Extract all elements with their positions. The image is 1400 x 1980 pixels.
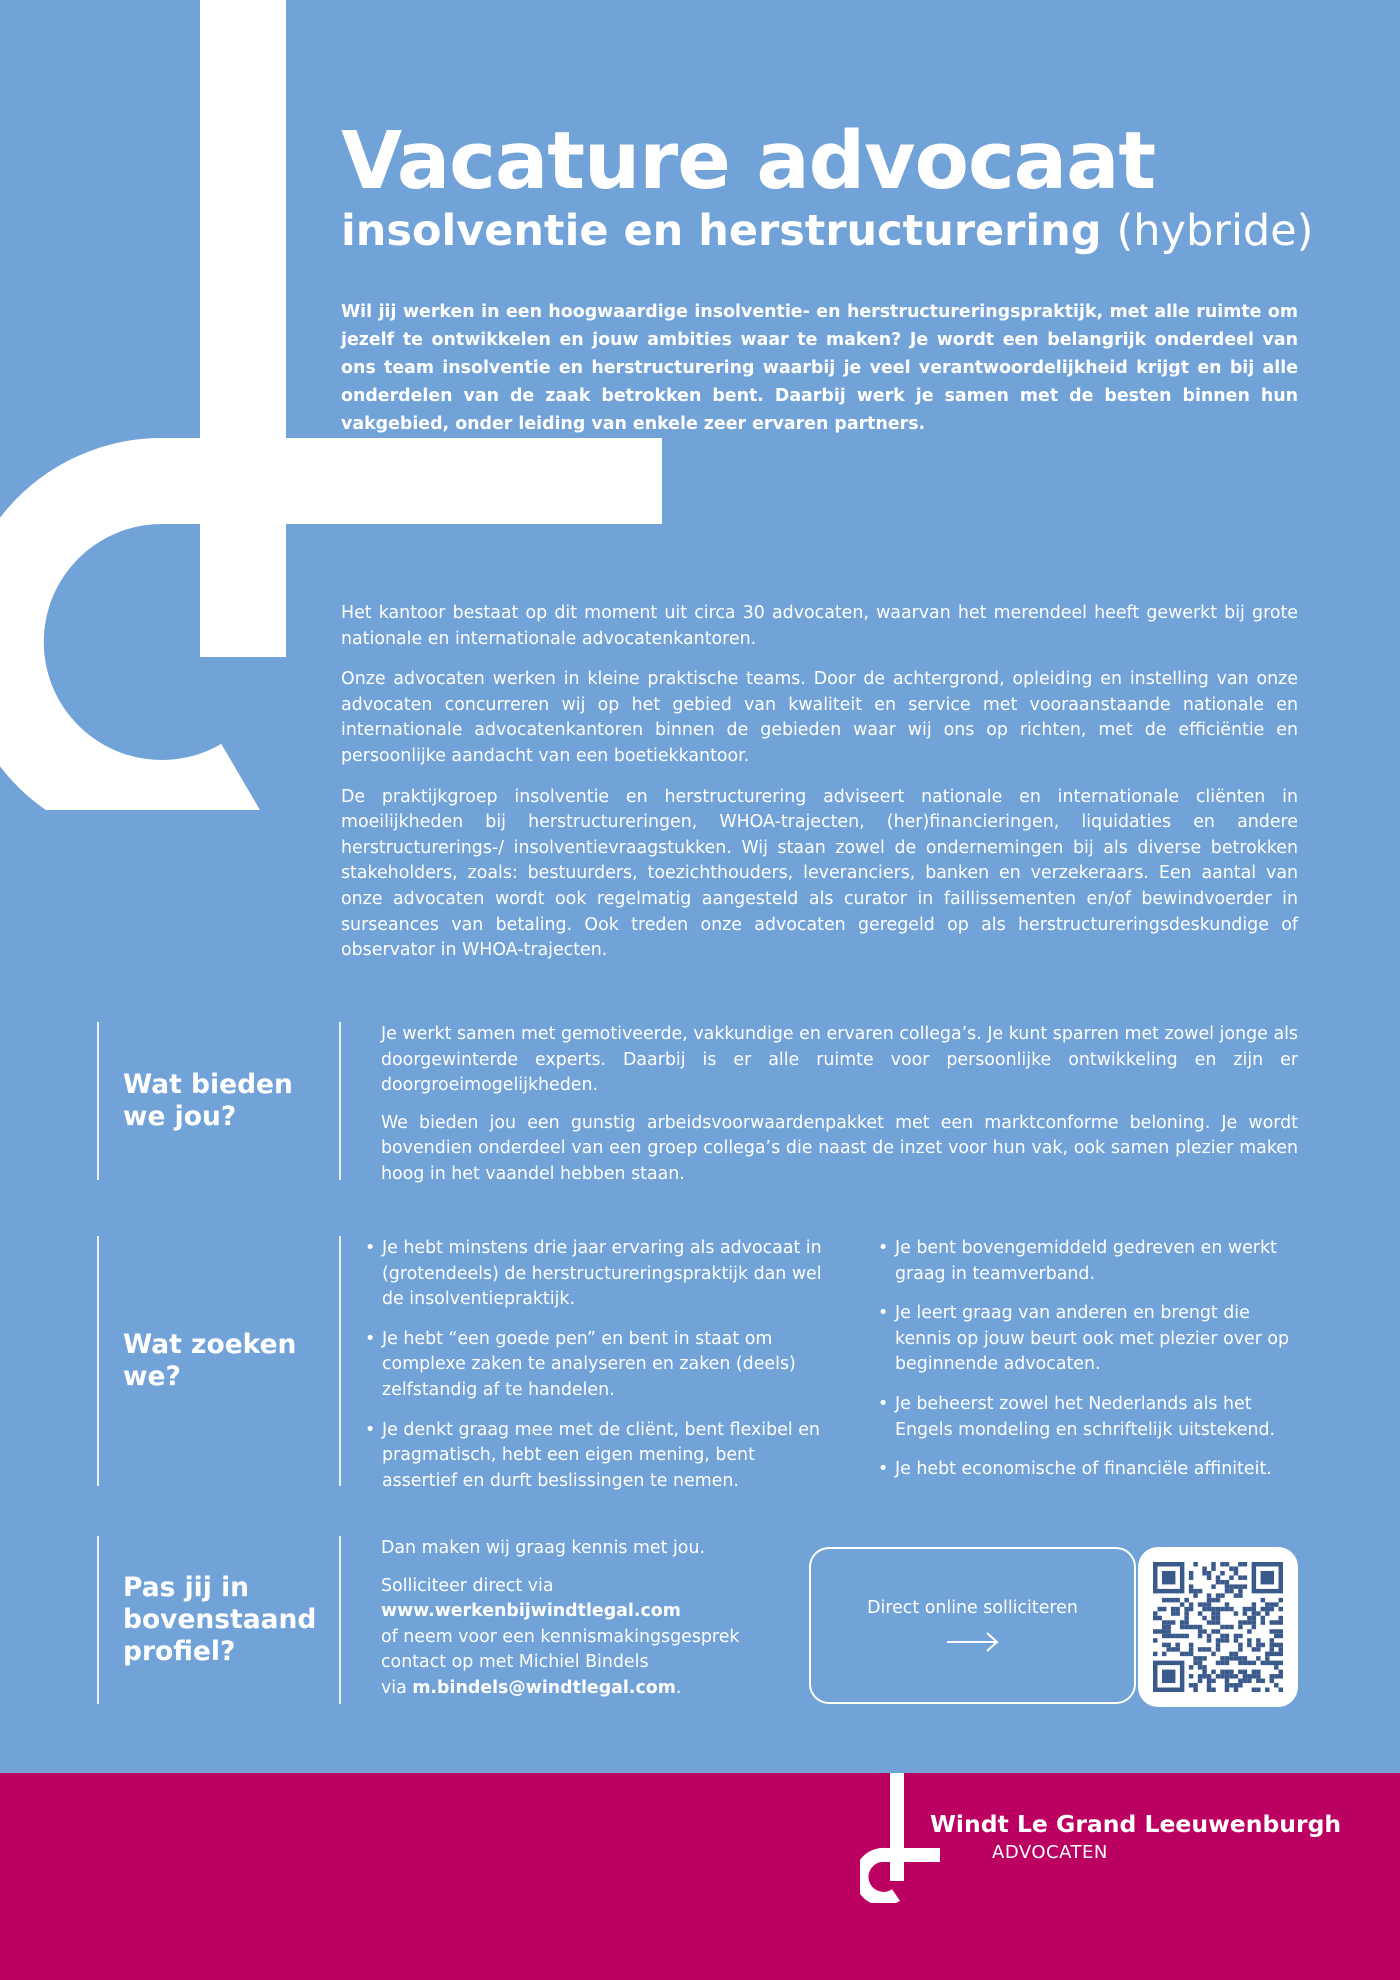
body-text [341, 601, 1298, 979]
section-divider [339, 1236, 341, 1486]
apply-online-label: Direct online solliciteren [867, 1597, 1078, 1618]
section-heading-offer: Wat bieden we jou? [123, 1069, 293, 1132]
page-title: Vacature advocaat [341, 115, 1156, 207]
section-divider [339, 1022, 341, 1180]
requirements-list-left [365, 1236, 835, 1508]
apply-prefix: Solliciteer direct via [381, 1575, 554, 1596]
requirements-list-right [878, 1236, 1298, 1497]
offer-paragraph: Je werkt samen met gemotiveerde, vakkundige en ervaren collega’s. Je kunt sparren met zowel jonge als doorgewinterde experts. Daarbij is er alle ruimte voor persoonlijke ontwikkeling en zijn er doorgroeimogelijkheden. [381, 1024, 1298, 1096]
list-item: • Je hebt “een goede pen” en bent in staat om complexe zaken te analyseren en zaken (deels) zelfstandig af te handelen. [365, 1327, 835, 1404]
careers-link[interactable]: www.werkenbijwindtlegal.com [381, 1601, 681, 1622]
body-paragraph: Onze advocaten werken in kleine praktische teams. Door de achtergrond, opleiding en instelling van onze advocaten concurreren wij op het gebied van kwaliteit en service met vooraanstaande nationale en internationale advocatenkantoren binnen de gebieden waar wij ons op richten, met de efficiëntie en persoonlijke aandacht van een boetiekkantoor. [341, 669, 1298, 766]
firm-name: Windt Le Grand Leeuwenburgh [930, 1810, 1342, 1838]
arrow-right-icon [945, 1630, 1001, 1654]
offer-paragraph: We bieden jou een gunstig arbeidsvoorwaardenpakket met een marktconforme beloning. Je wordt bovendien onderdeel van een groep collega’s die naast de inzet voor hun vak, ook samen plezier maken hoog in het vaandel hebben staan. [381, 1112, 1298, 1184]
qr-code-icon [1153, 1562, 1283, 1692]
list-item: • Je hebt economische of financiële affiniteit. [878, 1457, 1298, 1483]
profile-contact: Solliciteer direct via www.werkenbijwindtlegal.com of neem voor een kennismakingsgesprek contact op met Michiel Bindels via m.bindels@windtlegal.com. [381, 1575, 740, 1698]
list-item: • Je beheerst zowel het Nederlands als het Engels mondeling en schriftelijk uitstekend. [878, 1392, 1298, 1443]
section-divider [339, 1536, 341, 1704]
body-paragraph: Het kantoor bestaat op dit moment uit circa 30 advocaten, waarvan het merendeel heeft gewerkt bij grote nationale en internationale advocatenkantoren. [341, 603, 1298, 649]
page-subtitle [341, 204, 1313, 258]
section-heading-seek: Wat zoeken we? [123, 1329, 297, 1392]
qr-code[interactable] [1138, 1547, 1298, 1707]
footer [0, 1773, 1400, 1980]
contact-text: of neem voor een kennismakingsgesprek contact op met Michiel Bindels [381, 1626, 740, 1673]
section-heading-profile: Pas jij in bovenstaand profiel? [123, 1572, 317, 1667]
list-item: • Je hebt minstens drie jaar ervaring als advocaat in (grotendeels) de herstructureringspraktijk dan wel de insolventiepraktijk. [365, 1236, 835, 1313]
subtitle-light: (hybride) [1116, 206, 1314, 256]
list-item: • Je denkt graag mee met de cliënt, bent flexibel en pragmatisch, hebt een eigen mening, bent assertief en durft beslissingen te nemen. [365, 1418, 835, 1495]
apply-online-button[interactable] [809, 1547, 1136, 1704]
list-item: • Je leert graag van anderen en brengt die kennis op jouw beurt ook met plezier over op beginnende advocaten. [878, 1301, 1298, 1378]
intro-paragraph: Wil jij werken in een hoogwaardige insolventie- en herstructureringspraktijk, met alle ruimte om jezelf te ontwikkelen en jouw ambities waar te maken? Je wordt een belangrijk onderdeel van ons team insolventie en herstructurering waarbij je veel verantwoordelijkheid krijgt en bij alle onderdelen van de zaak betrokken bent. Daarbij werk je samen met de besten binnen hun vakgebied, onder leiding van enkele zeer ervaren partners. [341, 302, 1298, 434]
subtitle-bold: insolventie en herstructurering [341, 206, 1102, 256]
body-paragraph: De praktijkgroep insolventie en herstructurering adviseert nationale en internationale cliënten in moeilijkheden bij herstructureringen, WHOA-trajecten, (her)financieringen, liquidaties en andere herstructurerings-/ insolventievraagstukken. Wij staan zowel de ondernemingen bij als diverse betrokken stakeholders, zoals: bestuurders, toezichthouders, leveranciers, banken en verzekeraars. Een aantal van onze advocaten wordt ook regelmatig aangesteld als curator in faillissementen en/of bewindvoerder in surseances van betaling. Ook treden onze advocaten geregeld op als herstructureringsdeskundige of observator in WHOA-trajecten. [341, 786, 1298, 961]
section-seek [97, 1236, 1298, 1491]
section-offer [97, 1022, 1298, 1184]
list-item: • Je bent bovengemiddeld gedreven en werkt graag in teamverband. [878, 1236, 1298, 1287]
via-text: via [381, 1677, 407, 1698]
profile-intro: Dan maken wij graag kennis met jou. [381, 1538, 706, 1558]
firm-subtitle: ADVOCATEN [992, 1842, 1108, 1863]
section-profile [97, 1536, 1298, 1704]
email-link[interactable]: m.bindels@windtlegal.com [412, 1677, 676, 1698]
windt-le-grand-leeuwenburgh-logo [860, 1773, 940, 1903]
